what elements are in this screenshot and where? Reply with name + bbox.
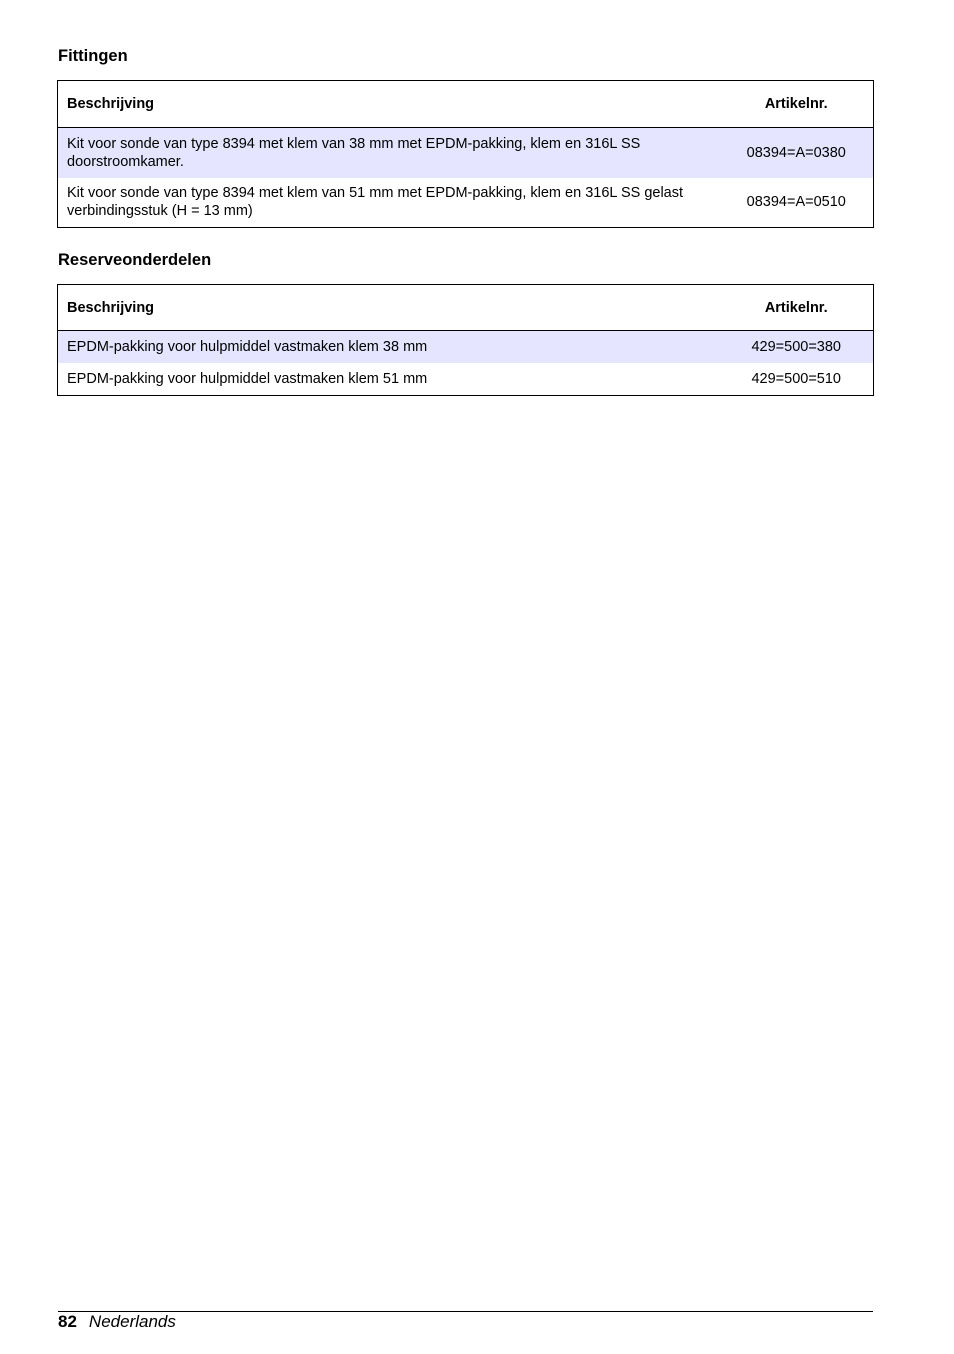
column-header-description: Beschrijving bbox=[58, 81, 720, 128]
row-description: EPDM-pakking voor hulpmiddel vastmaken klem 38 mm bbox=[58, 331, 720, 363]
page-number: 82 bbox=[58, 1312, 77, 1331]
row-description: EPDM-pakking voor hulpmiddel vastmaken klem 51 mm bbox=[67, 370, 428, 387]
row-article-number: 08394=A=0510 bbox=[746, 194, 846, 211]
row-article-number: 08394=A=0380 bbox=[720, 128, 874, 178]
column-header-article: Artikelnr. bbox=[720, 285, 874, 331]
column-header-description: Beschrijving bbox=[58, 285, 720, 331]
footer-divider bbox=[58, 1311, 873, 1312]
row-description: Kit voor sonde van type 8394 met klem van 51 mm met EPDM-pakking, klem en 316L SS gelast verbindingsstuk (H = 13 mm) bbox=[67, 185, 684, 220]
section-title-fittingen: Fittingen bbox=[58, 47, 128, 65]
table-header-row bbox=[58, 81, 874, 128]
row-article-number: 429=500=510 bbox=[751, 370, 841, 387]
column-header-article: Artikelnr. bbox=[720, 81, 874, 128]
table-row bbox=[58, 363, 874, 396]
table-header-row bbox=[58, 285, 874, 331]
row-article-number: 429=500=380 bbox=[720, 331, 874, 363]
table-row bbox=[58, 331, 874, 363]
row-description: Kit voor sonde van type 8394 met klem van 38 mm met EPDM-pakking, klem en 316L SS doorstroomkamer. bbox=[58, 128, 720, 178]
table-row bbox=[58, 178, 874, 228]
section-title-reserveonderdelen: Reserveonderdelen bbox=[58, 251, 212, 269]
reserveonderdelen-table bbox=[57, 284, 874, 396]
table-row bbox=[58, 128, 874, 178]
footer-language: Nederlands bbox=[88, 1312, 176, 1331]
fittingen-table bbox=[57, 80, 874, 228]
page-footer bbox=[58, 1313, 176, 1331]
